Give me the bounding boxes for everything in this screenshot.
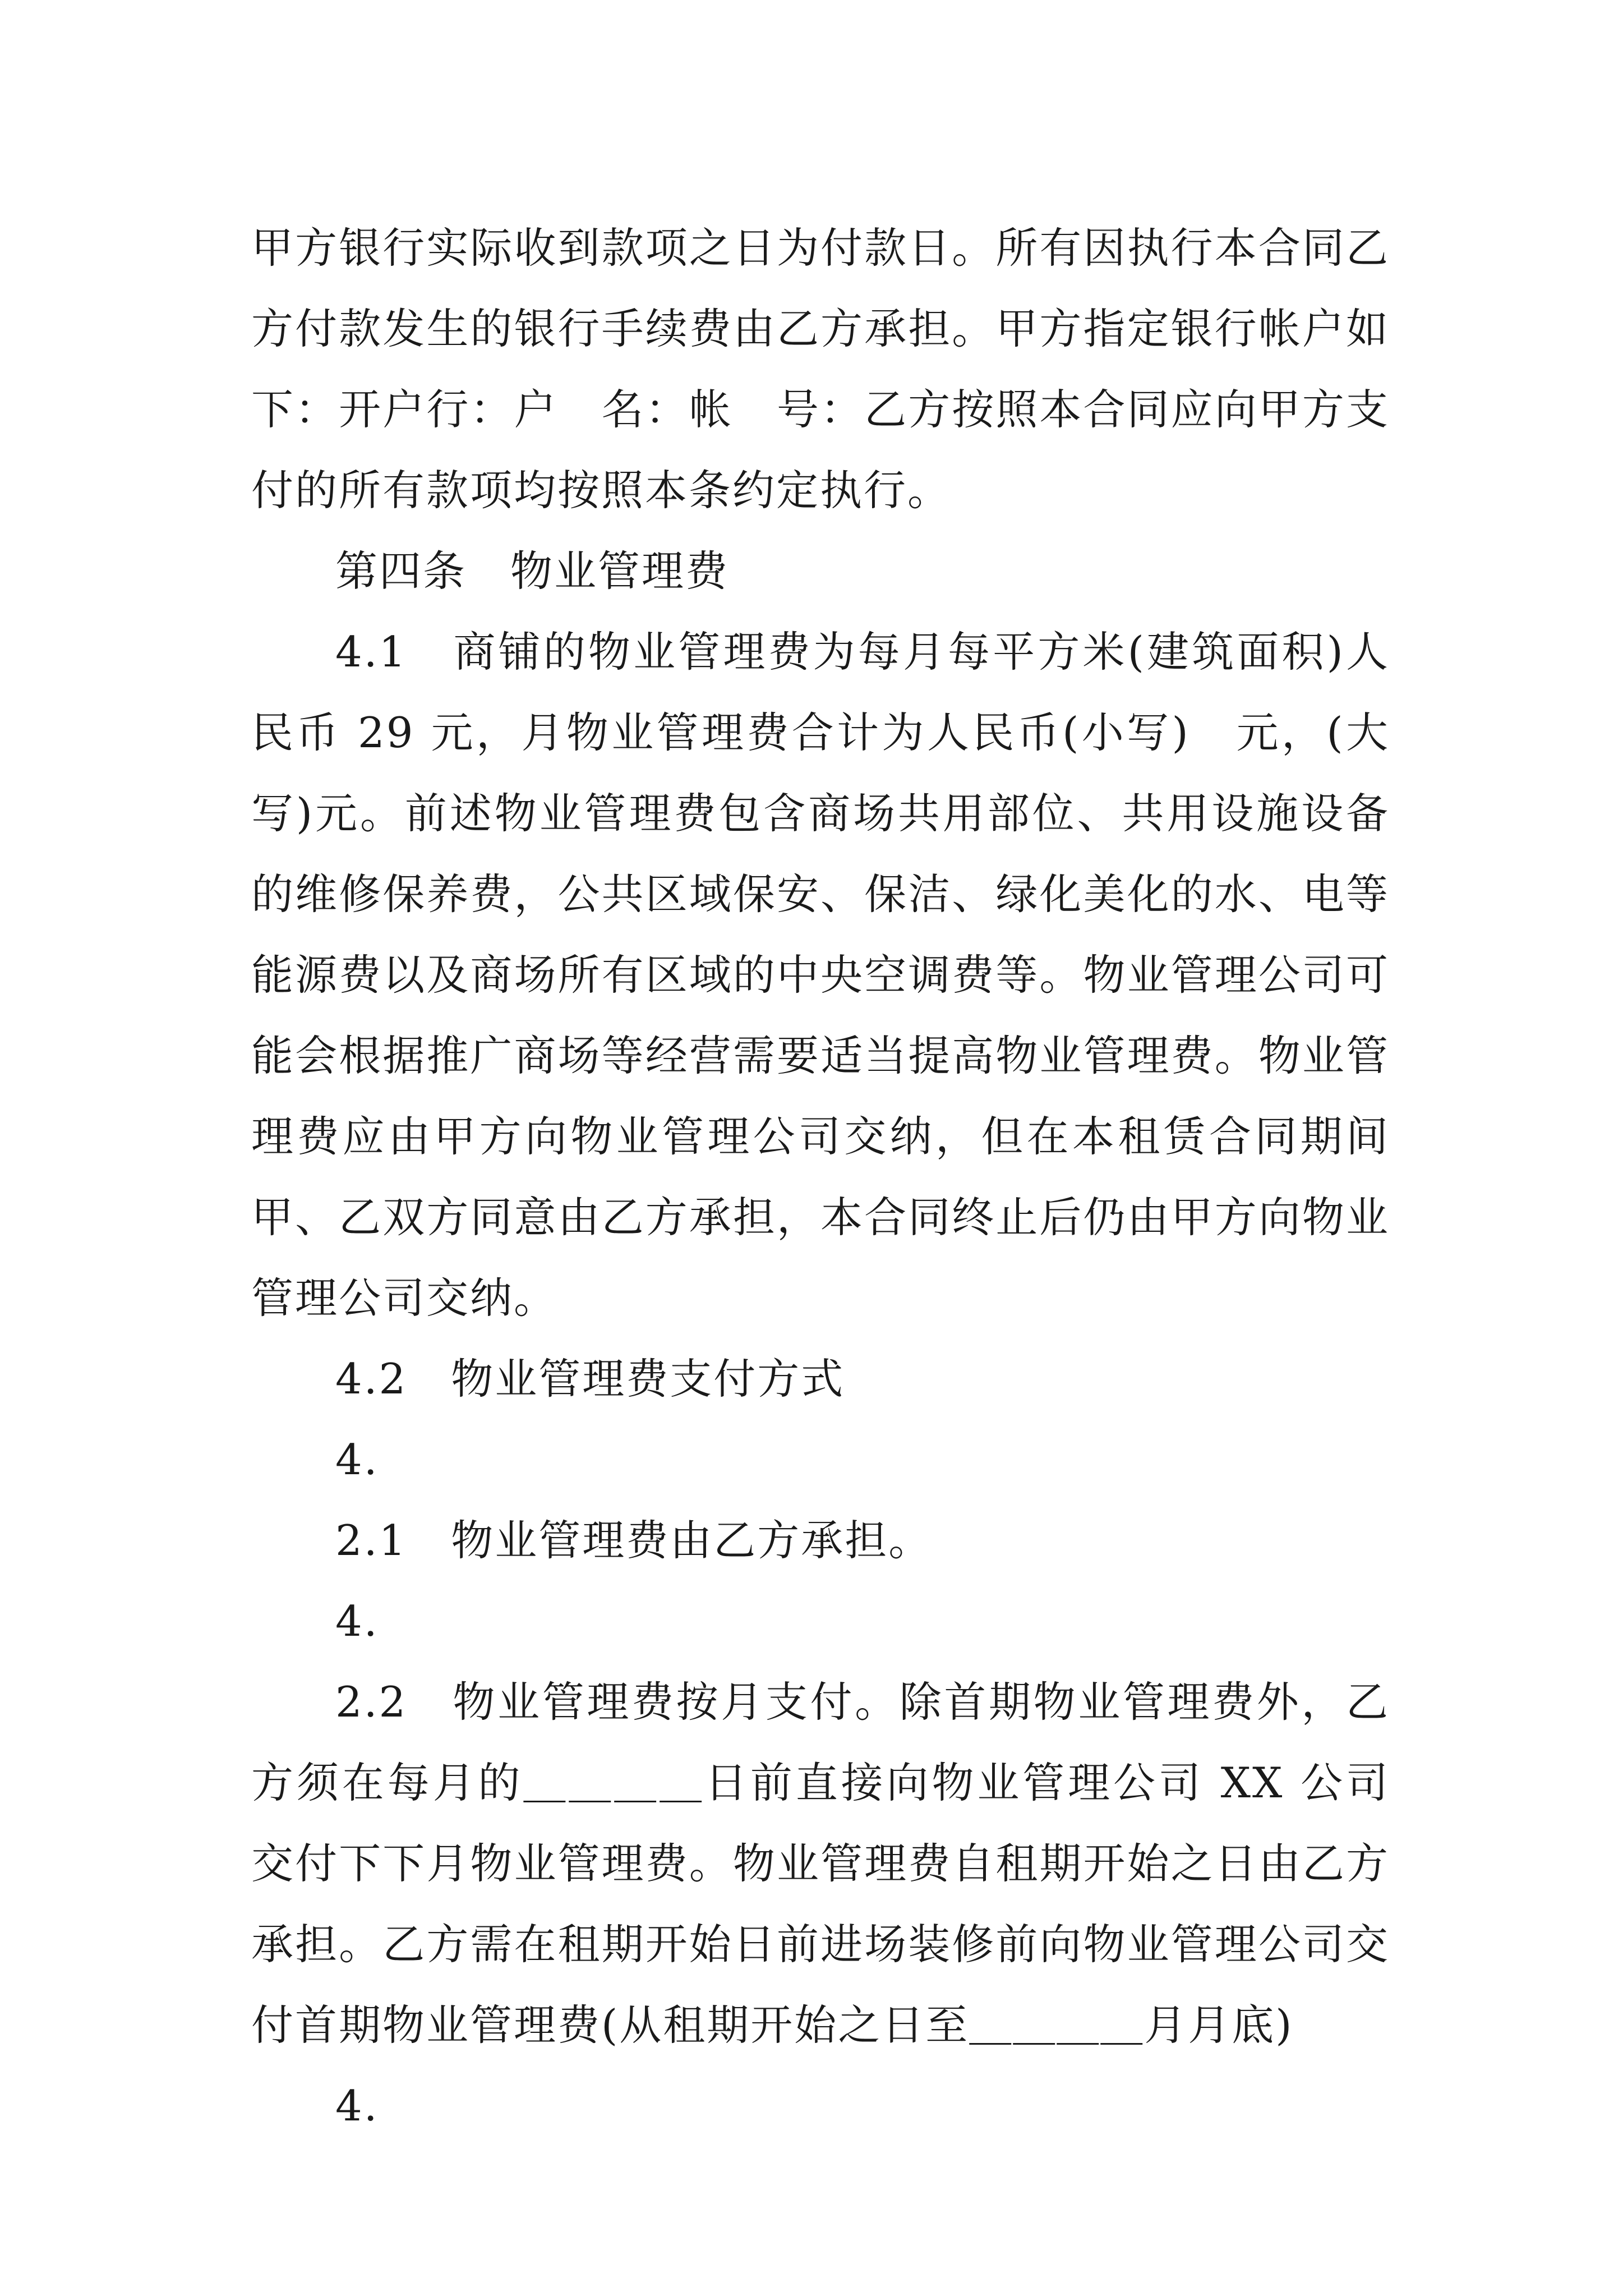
document-body [251,208,1390,2146]
paragraph-bank-payment: 甲方银行实际收到款项之日为付款日。所有因执行本合同乙方付款发生的银行手续费由乙方承担。甲方指定银行帐户如下：开户行：户 名：帐 号：乙方按照本合同应向甲方支付的所有款项均按照本条约定执行。 [251,223,1390,515]
section-heading-article-4: 第四条 物业管理费 [335,546,730,596]
paragraph-4-1: 4.1 商铺的物业管理费为每月每平方米(建筑面积)人民币 29 元，月物业管理费合计为人民币(小写) 元，(大写)元。前述物业管理费包含商场共用部位、共用设施设备的维修保养费，公共区域保安、保洁、绿化美化的水、电等能源费以及商场所有区域的中央空调费等。物业管理公司可能会根据推广商场等经营需要适当提高物业管理费。物业管理费应由甲方向物业管理公司交纳，但在本租赁合同期间甲、乙双方同意由乙方承担，本合同终止后仍由甲方向物业管理公司交纳。 [251,627,1390,1323]
paragraph-number-fragment: 4. [335,2081,379,2131]
paragraph-2-2: 2.2 物业管理费按月支付。除首期物业管理费外，乙方须在每月的＿＿＿＿日前直接向物业管理公司 XX 公司交付下下月物业管理费。物业管理费自租期开始之日由乙方承担。乙方需在租期开始日前进场装修前向物业管理公司交付首期物业管理费(从租期开始之日至＿＿＿＿月月底) [251,1677,1390,2050]
paragraph-2-1: 2.1 物业管理费由乙方承担。 [335,1516,933,1565]
paragraph-number-fragment: 4. [335,1596,379,1646]
paragraph-4-2-heading: 4.2 物业管理费支付方式 [335,1354,845,1404]
paragraph-number-fragment: 4. [335,1435,379,1484]
